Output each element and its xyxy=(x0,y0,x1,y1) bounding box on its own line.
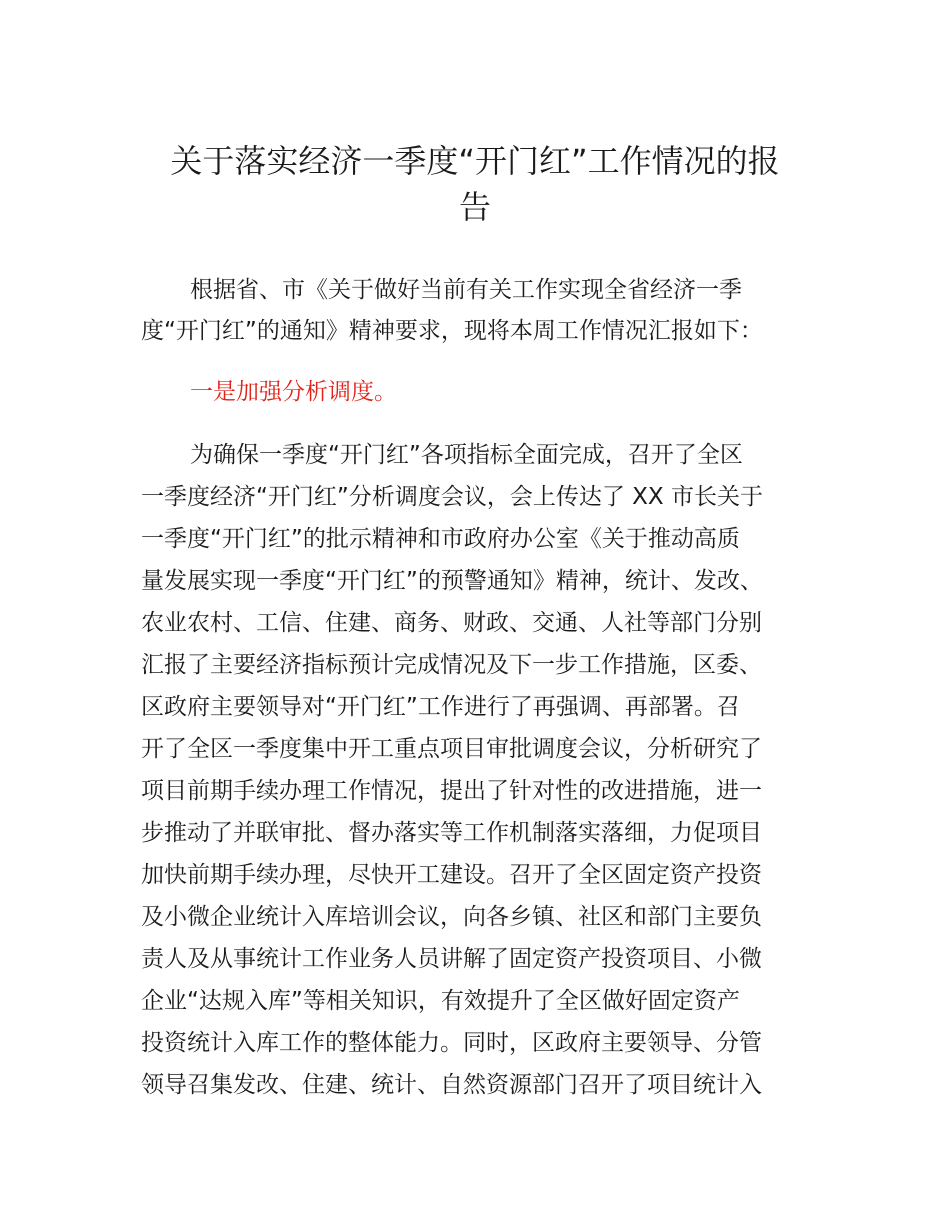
body-line: 投资统计入库工作的整体能力。同时，区政府主要领导、分管 xyxy=(141,1030,762,1056)
section-heading: 一是加强分析调度。 xyxy=(190,379,397,405)
body-line: 责人及从事统计工作业务人员讲解了固定资产投资项目、小微 xyxy=(141,946,762,972)
body-line: 企业“达规入库”等相关知识，有效提升了全区做好固定资产 xyxy=(141,988,740,1014)
body-line: 领导召集发改、住建、统计、自然资源部门召开了项目统计入 xyxy=(141,1072,762,1098)
body-line: 为确保一季度“开门红”各项指标全面完成，召开了全区 xyxy=(190,442,743,468)
body-line: 一季度“开门红”的批示精神和市政府办公室《关于推动高质 xyxy=(141,526,740,552)
body-line: 农业农村、工信、住建、商务、财政、交通、人社等部门分别 xyxy=(141,610,762,636)
intro-line-1: 根据省、市《关于做好当前有关工作实现全省经济一季 xyxy=(190,277,742,303)
body-line: 区政府主要领导对“开门红”工作进行了再强调、再部署。召 xyxy=(141,694,740,720)
body-line: 步推动了并联审批、督办落实等工作机制落实落细，力促项目 xyxy=(141,820,762,846)
body-line: 一季度经济“开门红”分析调度会议，会上传达了 XX 市长关于 xyxy=(141,484,763,510)
document-title xyxy=(140,138,810,230)
body-line: 及小微企业统计入库培训会议，向各乡镇、社区和部门主要负 xyxy=(141,904,762,930)
body-line: 汇报了主要经济指标预计完成情况及下一步工作措施，区委、 xyxy=(141,652,762,678)
title-line-2: 告 xyxy=(458,188,491,226)
intro-line-2: 度“开门红”的通知》精神要求，现将本周工作情况汇报如下： xyxy=(141,318,763,344)
body-line: 项目前期手续办理工作情况，提出了针对性的改进措施，进一 xyxy=(141,778,762,804)
title-line-1: 关于落实经济一季度“开门红”工作情况的报 xyxy=(170,142,780,180)
body-line: 加快前期手续办理，尽快开工建设。召开了全区固定资产投资 xyxy=(141,862,762,888)
body-line: 开了全区一季度集中开工重点项目审批调度会议，分析研究了 xyxy=(141,736,762,762)
body-line: 量发展实现一季度“开门红”的预警通知》精神，统计、发改、 xyxy=(141,568,763,594)
